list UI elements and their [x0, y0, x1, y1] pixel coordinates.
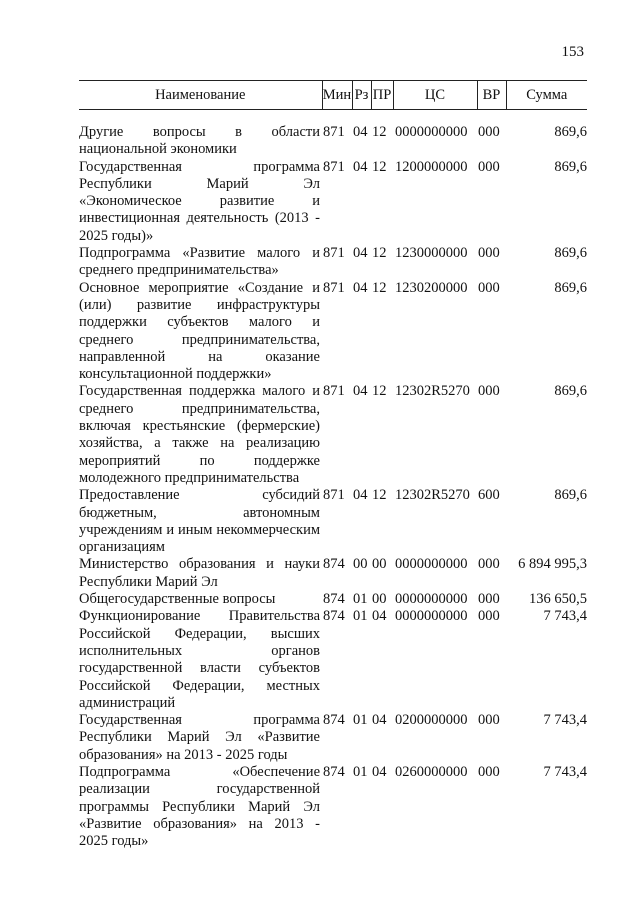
row-cs: 0000000000	[395, 591, 468, 608]
row-cs: 0000000000	[395, 608, 468, 625]
row-min: 871	[323, 279, 345, 296]
row-name: Другие вопросы в области национальной экономики	[79, 124, 320, 158]
row-pr: 12	[372, 124, 387, 140]
row-name: Предоставление субсидий бюджетным, автономным учреждениям и иным некоммерческим организациям	[79, 487, 320, 556]
row-pr: 04	[372, 712, 387, 729]
row-min: 871	[323, 487, 345, 504]
row-sum: 7 743,4	[543, 608, 587, 625]
row-sum: 7 743,4	[543, 712, 587, 729]
row-pr: 04	[372, 608, 387, 625]
row-min: 874	[323, 763, 345, 780]
table-row	[79, 487, 587, 556]
header-pr: ПР	[371, 81, 393, 110]
row-name: Государственная программа Республики Марий Эл «Экономическое развитие и инвестиционная деятельность (2013 - 2025 годы)»	[79, 158, 320, 244]
header-spacer	[79, 110, 587, 125]
table-row	[79, 591, 587, 608]
row-pr: 12	[372, 383, 387, 400]
row-cs: 12302R5270	[395, 383, 470, 400]
header-cs: ЦС	[393, 81, 477, 110]
row-sum: 6 894 995,3	[518, 556, 587, 573]
row-min: 874	[323, 556, 345, 573]
row-min: 874	[323, 712, 345, 729]
row-cs: 0000000000	[395, 124, 468, 140]
row-min: 871	[323, 124, 345, 140]
row-name: Государственная поддержка малого и среднего предпринимательства, включая крестьянские (фермерские) хозяйства, а также на реализацию мероприятий по поддержке молодежного предпринимательства	[79, 383, 320, 486]
row-min: 874	[323, 608, 345, 625]
table-row	[79, 280, 587, 384]
row-min: 874	[323, 591, 345, 608]
row-rz: 04	[353, 245, 368, 262]
row-rz: 01	[353, 591, 368, 608]
table-row	[79, 556, 587, 591]
budget-table	[79, 80, 587, 850]
table-header	[79, 81, 587, 110]
row-vr: 000	[478, 608, 500, 625]
row-vr: 000	[478, 763, 500, 780]
row-rz: 04	[353, 124, 368, 140]
table-row	[79, 124, 587, 159]
header-sum: Сумма	[506, 81, 587, 110]
row-sum: 136 650,5	[529, 591, 587, 608]
row-vr: 000	[478, 591, 500, 608]
row-vr: 000	[478, 158, 500, 175]
table-row	[79, 383, 587, 487]
row-vr: 000	[478, 279, 500, 296]
row-vr: 000	[478, 124, 500, 140]
row-sum: 869,6	[554, 383, 587, 400]
row-sum: 869,6	[554, 245, 587, 262]
row-pr: 12	[372, 245, 387, 262]
row-name: Основное мероприятие «Создание и (или) развитие инфраструктуры поддержки субъектов малого и среднего предпринимательства, направленной на оказание консультационной поддержки»	[79, 279, 320, 383]
row-sum: 869,6	[554, 487, 587, 504]
row-pr: 12	[372, 158, 387, 175]
row-min: 871	[323, 245, 345, 262]
row-min: 871	[323, 158, 345, 175]
row-cs: 1200000000	[395, 158, 468, 175]
row-name: Общегосударственные вопросы	[79, 591, 276, 608]
row-pr: 12	[372, 487, 387, 504]
row-rz: 04	[353, 158, 368, 175]
row-rz: 00	[353, 556, 368, 573]
row-rz: 01	[353, 763, 368, 780]
header-name: Наименование	[79, 81, 322, 110]
header-rz: Рз	[352, 81, 371, 110]
row-name: Подпрограмма «Обеспечение реализации государственной программы Республики Марий Эл «Развитие образования» на 2013 - 2025 годы»	[79, 763, 320, 850]
row-rz: 01	[353, 608, 368, 625]
row-sum: 869,6	[554, 124, 587, 140]
row-vr: 000	[478, 556, 500, 573]
table-row	[79, 764, 587, 850]
row-vr: 000	[478, 712, 500, 729]
row-vr: 000	[478, 383, 500, 400]
table-row	[79, 712, 587, 764]
row-cs: 1230000000	[395, 245, 468, 262]
row-rz: 01	[353, 712, 368, 729]
row-rz: 04	[353, 383, 368, 400]
row-name: Государственная программа Республики Марий Эл «Развитие образования» на 2013 - 2025 годы	[79, 712, 320, 763]
row-name: Функционирование Правительства Российской Федерации, высших исполнительных органов государственной власти субъектов Российской Федерации, местных администраций	[79, 608, 320, 711]
row-name: Подпрограмма «Развитие малого и среднего предпринимательства»	[79, 245, 320, 279]
page-number: 153	[561, 44, 584, 60]
row-cs: 0200000000	[395, 712, 468, 729]
row-vr: 000	[478, 245, 500, 262]
row-cs: 0000000000	[395, 556, 468, 573]
header-min: Мин	[322, 81, 352, 110]
row-sum: 7 743,4	[543, 763, 587, 780]
row-pr: 00	[372, 591, 387, 608]
row-cs: 0260000000	[395, 763, 468, 780]
row-rz: 04	[353, 279, 368, 296]
row-sum: 869,6	[554, 279, 587, 296]
row-min: 871	[323, 383, 345, 400]
row-name: Министерство образования и науки Республики Марий Эл	[79, 556, 320, 590]
row-cs: 12302R5270	[395, 487, 470, 504]
row-pr: 12	[372, 279, 387, 296]
table-row	[79, 159, 587, 245]
header-vr: ВР	[477, 81, 506, 110]
row-pr: 00	[372, 556, 387, 573]
table-row	[79, 608, 587, 712]
row-sum: 869,6	[554, 158, 587, 175]
table-body	[79, 110, 587, 851]
row-vr: 600	[478, 487, 500, 504]
row-rz: 04	[353, 487, 368, 504]
row-pr: 04	[372, 763, 387, 780]
row-cs: 1230200000	[395, 279, 468, 296]
table-row	[79, 245, 587, 280]
